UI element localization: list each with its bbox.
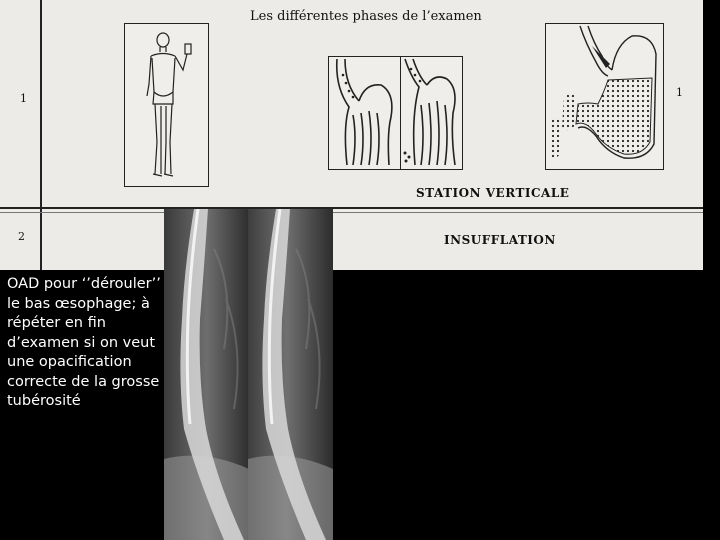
oesophagus-stomach-sketch-a [328,56,403,170]
table-row-divider-shadow [0,212,703,213]
table-row-divider [0,207,703,209]
radiograph-image [248,209,333,540]
oesophagus-radiograph-right [248,209,333,540]
row-number-1: 1 [20,92,27,105]
table-title: Les différentes phases de l’examen [250,9,482,24]
radiograph-image [164,209,249,540]
station-verticale-label: STATION VERTICALE [416,186,570,200]
exam-phases-table [0,0,703,270]
oesophagus-radiograph-left [164,209,249,540]
row-number-2: 2 [18,230,25,243]
row-number-1-right: 1 [676,86,683,99]
insufflation-label: INSUFFLATION [444,233,556,247]
oesophagus-stomach-sketch-b [400,56,463,170]
explanatory-caption: OAD pour ‘’dérouler’’ le bas œsophage; à répéter en fin d’examen si on veut une opacification correcte de la grosse tubérosité [7,276,161,409]
barium-filled-stomach-sketch [545,23,664,170]
barium-stomach-icon [546,24,663,169]
table-column-divider [40,0,42,270]
stomach-folds-icon [329,57,402,169]
standing-patient-sketch [124,23,209,187]
standing-patient-icon [125,24,208,186]
stomach-folds-icon [401,57,462,169]
